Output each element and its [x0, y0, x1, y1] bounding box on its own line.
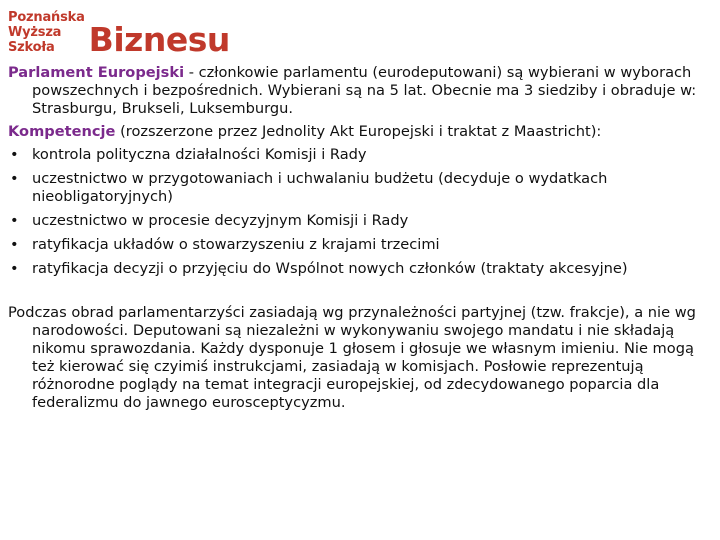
list-item-text: uczestnictwo w przygotowaniach i uchwalaniu budżetu (decyduje o wydatkach nieobligatoryjnych)	[32, 170, 608, 205]
bullet-icon: •	[10, 170, 19, 187]
list-item	[8, 236, 714, 254]
competences-term: Kompetencje	[8, 123, 116, 140]
intro-paragraph	[8, 64, 714, 118]
logo-big-text: Biznesu	[88, 20, 230, 59]
list-item-text: uczestnictwo w procesie decyzyjnym Komisji i Rady	[32, 212, 409, 229]
list-item	[8, 146, 714, 164]
list-item-text: ratyfikacja decyzji o przyjęciu do Wspólnot nowych członków (traktaty akcesyjne)	[32, 260, 628, 277]
spacer	[8, 284, 714, 304]
closing-paragraph: Podczas obrad parlamentarzyści zasiadają wg przynależności partyjnej (tzw. frakcje), a nie wg narodowości. Deputowani są niezależni w wykonywaniu swojego mandatu i nie składają nikomu sprawozdania. Każdy dysponuje 1 głosem i głosuje we własnym imieniu. Nie mogą też kierować się czyimiś instrukcjami, zasiadają w komisjach. Posłowie reprezentują różnorodne poglądy na temat integracji europejskiej, od zdecydowanego poparcia dla federalizmu do jawnego eurosceptycyzmu.	[8, 304, 696, 411]
competences-paragraph	[8, 123, 714, 141]
bullet-icon: •	[10, 212, 19, 229]
logo-line-2: Wyższa	[8, 24, 62, 40]
logo-small-text	[8, 10, 85, 55]
bullet-icon: •	[10, 236, 19, 253]
list-item-text: ratyfikacja układów o stowarzyszeniu z krajami trzecimi	[32, 236, 440, 253]
intro-text: - członkowie parlamentu (eurodeputowani) są wybierani w wyborach powszechnych i bezpośrednich. Wybierani są na 5 lat. Obecnie ma 3 siedziby i obraduje w: Strasburgu, Brukseli, Luksemburgu.	[32, 64, 697, 117]
competences-list	[8, 146, 714, 278]
competences-text: (rozszerzone przez Jednolity Akt Europejski i traktat z Maastricht):	[115, 123, 602, 140]
logo-line-1: Poznańska	[8, 9, 85, 25]
intro-term: Parlament Europejski	[8, 64, 185, 81]
list-item	[8, 212, 714, 230]
list-item	[8, 170, 714, 206]
list-item	[8, 260, 714, 278]
school-logo	[8, 6, 230, 58]
slide-content	[8, 64, 714, 417]
logo-line-3: Szkoła	[8, 39, 55, 55]
bullet-icon: •	[10, 146, 19, 163]
list-item-text: kontrola polityczna działalności Komisji i Rady	[32, 146, 367, 163]
bullet-icon: •	[10, 260, 19, 277]
